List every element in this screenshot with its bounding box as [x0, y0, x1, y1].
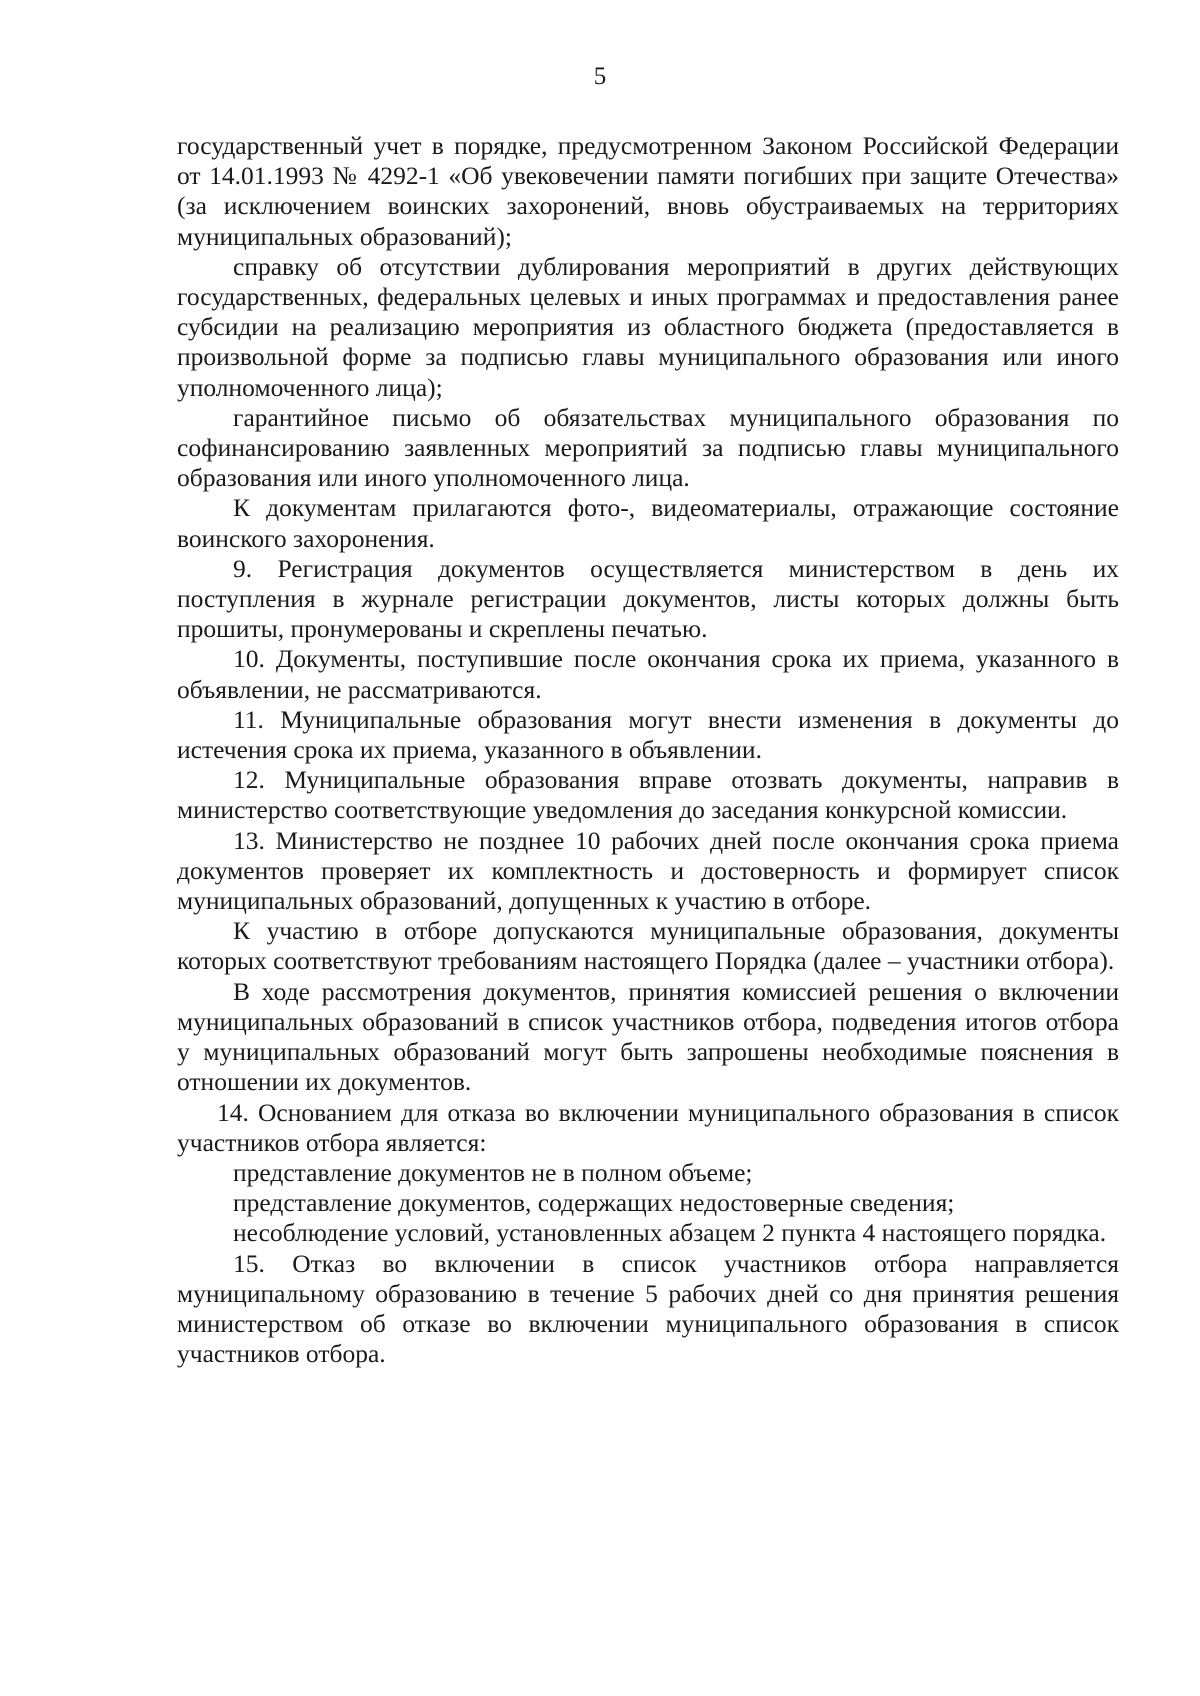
paragraph: 14. Основанием для отказа во включении муниципального образования в список участников отбора является:: [177, 1097, 1119, 1157]
paragraph: справку об отсутствии дублирования мероприятий в других действующих государственных, федеральных целевых и иных программах и предоставления ранее субсидии на реализацию мероприятия из областного бюджета (предоставляется в произвольной форме за подписью главы муниципального образования или иного уполномоченного лица);: [177, 251, 1119, 402]
paragraph: 12. Муниципальные образования вправе отозвать документы, направив в министерство соответствующие уведомления до заседания конкурсной комиссии.: [177, 765, 1119, 825]
paragraph: 9. Регистрация документов осуществляется министерством в день их поступления в журнале регистрации документов, листы которых должны быть прошиты, пронумерованы и скреплены печатью.: [177, 553, 1119, 644]
paragraph: В ходе рассмотрения документов, принятия комиссией решения о включении муниципальных образований в список участников отбора, подведения итогов отбора у муниципальных образований могут быть запрошены необходимые пояснения в отношении их документов.: [177, 976, 1119, 1097]
paragraph: несоблюдение условий, установленных абзацем 2 пункта 4 настоящего порядка.: [233, 1218, 1107, 1248]
paragraph: гарантийное письмо об обязательствах муниципального образования по софинансированию заявленных мероприятий за подписью главы муниципального образования или иного уполномоченного лица.: [177, 402, 1119, 493]
paragraph: представление документов, содержащих недостоверные сведения;: [233, 1188, 955, 1218]
page-number: 5: [593, 63, 607, 90]
paragraph: 11. Муниципальные образования могут внести изменения в документы до истечения срока их приема, указанного в объявлении.: [177, 704, 1119, 765]
paragraph: К документам прилагаются фото-, видеоматериалы, отражающие состояние воинского захоронения.: [177, 493, 1119, 553]
paragraph: 13. Министерство не позднее 10 рабочих дней после окончания срока приема документов проверяет их комплектность и достоверность и формирует список муниципальных образований, допущенных к участию в отборе.: [177, 825, 1119, 916]
paragraph: 15. Отказ во включении в список участников отбора направляется муниципальному образованию в течение 5 рабочих дней со дня принятия решения министерством об отказе во включении муниципального образования в список участников отбора.: [177, 1248, 1119, 1369]
paragraph: государственный учет в порядке, предусмотренном Законом Российской Федерации от 14.01.1993 № 4292-1 «Об увековечении памяти погибших при защите Отечества» (за исключением воинских захоронений, вновь обустраиваемых на территориях муниципальных образований);: [177, 131, 1119, 251]
paragraph: представление документов не в полном объеме;: [233, 1157, 753, 1187]
paragraph: 10. Документы, поступившие после окончания срока их приема, указанного в объявлении, не рассматриваются.: [177, 644, 1119, 704]
paragraph: К участию в отборе допускаются муниципальные образования, документы которых соответствуют требованиям настоящего Порядка (далее – участники отбора).: [177, 916, 1119, 976]
document-body: [177, 131, 1119, 1369]
